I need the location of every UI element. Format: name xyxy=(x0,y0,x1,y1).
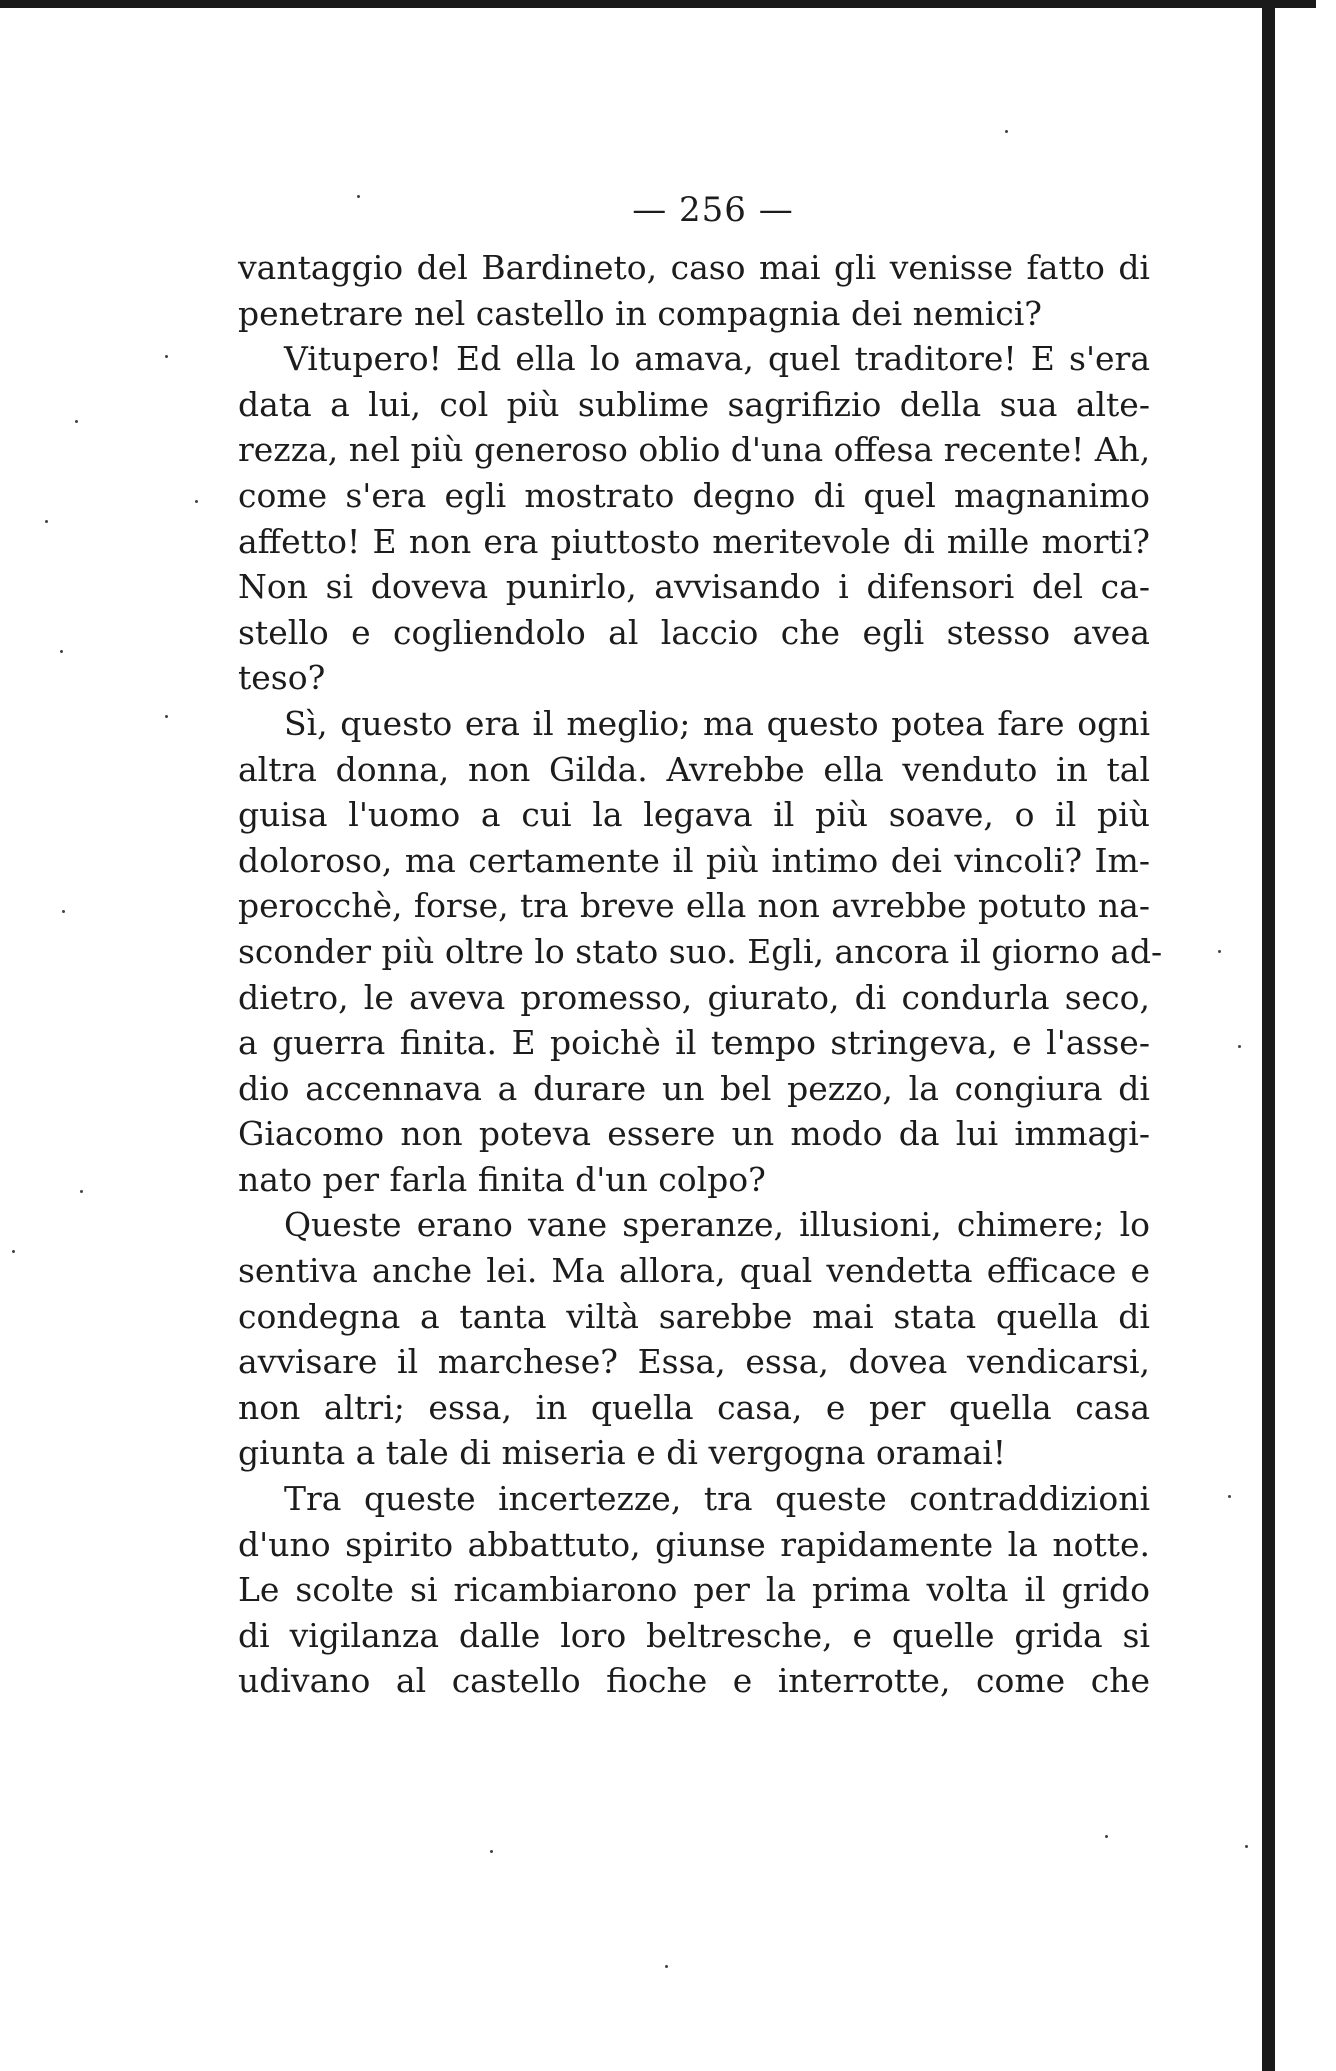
scan-speck xyxy=(1245,1845,1248,1848)
scan-speck xyxy=(1228,1495,1231,1498)
text-line: Non si doveva punirlo, avvisando i difensori del ca- xyxy=(238,567,1150,607)
text-line: Queste erano vane speranze, illusioni, chimere; lo xyxy=(284,1205,1150,1245)
text-line: affetto! E non era piuttosto meritevole di mille morti? xyxy=(238,521,1150,561)
text-line: Giacomo non poteva essere un modo da lui immagi- xyxy=(238,1114,1150,1154)
text-line: Le scolte si ricambiarono per la prima volta il grido xyxy=(238,1570,1150,1610)
text-line: a guerra finita. E poichè il tempo stringeva, e l'asse- xyxy=(238,1023,1150,1063)
page-right-margin xyxy=(1316,0,1336,2071)
text-line: come s'era egli mostrato degno di quel magnanimo xyxy=(238,475,1150,515)
text-line: penetrare nel castello in compagnia dei nemici? xyxy=(238,293,1043,333)
scan-speck xyxy=(665,1965,668,1968)
page-number: — 256 — xyxy=(632,190,794,230)
text-line: giunta a tale di miseria e di vergogna oramai! xyxy=(238,1433,1007,1473)
scan-speck xyxy=(195,500,198,503)
scan-speck xyxy=(1218,950,1221,953)
text-line: teso? xyxy=(238,658,326,698)
text-line: Tra queste incertezze, tra queste contraddizioni xyxy=(284,1479,1150,1519)
text-line: dietro, le aveva promesso, giurato, di condurla seco, xyxy=(238,977,1150,1017)
text-line: stello e cogliendolo al laccio che egli stesso avea xyxy=(238,612,1150,652)
scan-speck xyxy=(75,420,78,423)
scan-speck xyxy=(165,715,168,718)
body-text xyxy=(238,245,1163,1704)
text-line: Vitupero! Ed ella lo amava, quel traditore! E s'era xyxy=(284,339,1150,379)
scan-speck xyxy=(45,520,48,523)
text-line: d'uno spirito abbattuto, giunse rapidamente la notte. xyxy=(238,1524,1150,1564)
scan-speck xyxy=(1005,130,1008,133)
text-line: dio accennava a durare un bel pezzo, la congiura di xyxy=(238,1068,1150,1108)
text-line: perocchè, forse, tra breve ella non avrebbe potuto na- xyxy=(238,886,1150,926)
text-line: sconder più oltre lo stato suo. Egli, ancora il giorno ad- xyxy=(238,931,1163,971)
text-line: Sì, questo era il meglio; ma questo potea fare ogni xyxy=(284,703,1150,743)
scan-speck xyxy=(490,1850,493,1853)
page-binding-edge xyxy=(1262,0,1275,2071)
page-top-edge xyxy=(0,0,1336,8)
text-line: di vigilanza dalle loro beltresche, e quelle grida si xyxy=(238,1615,1150,1655)
text-line: guisa l'uomo a cui la legava il più soave, o il più xyxy=(238,795,1150,835)
text-line: vantaggio del Bardineto, caso mai gli venisse fatto di xyxy=(238,248,1150,287)
text-line: non altri; essa, in quella casa, e per quella casa xyxy=(238,1387,1150,1427)
scan-speck xyxy=(12,1250,15,1253)
scan-speck xyxy=(357,195,360,198)
scan-speck xyxy=(165,355,168,358)
text-line: condegna a tanta viltà sarebbe mai stata quella di xyxy=(238,1296,1150,1336)
text-line: data a lui, col più sublime sagrifizio della sua alte- xyxy=(238,384,1150,424)
text-line: altra donna, non Gilda. Avrebbe ella venduto in tal xyxy=(238,749,1150,789)
text-line: doloroso, ma certamente il più intimo dei vincoli? Im- xyxy=(238,840,1150,880)
scan-speck xyxy=(1105,1835,1108,1838)
scan-speck xyxy=(60,650,63,653)
text-line: nato per farla finita d'un colpo? xyxy=(238,1159,766,1199)
scan-speck xyxy=(1238,1045,1241,1048)
scan-speck xyxy=(62,910,65,913)
text-line: rezza, nel più generoso oblio d'una offesa recente! Ah, xyxy=(238,430,1151,470)
text-line: sentiva anche lei. Ma allora, qual vendetta efficace e xyxy=(238,1251,1150,1291)
text-line: avvisare il marchese? Essa, essa, dovea vendicarsi, xyxy=(238,1342,1150,1382)
scan-speck xyxy=(80,1190,83,1193)
text-line: udivano al castello fioche e interrotte, come che xyxy=(238,1661,1150,1701)
